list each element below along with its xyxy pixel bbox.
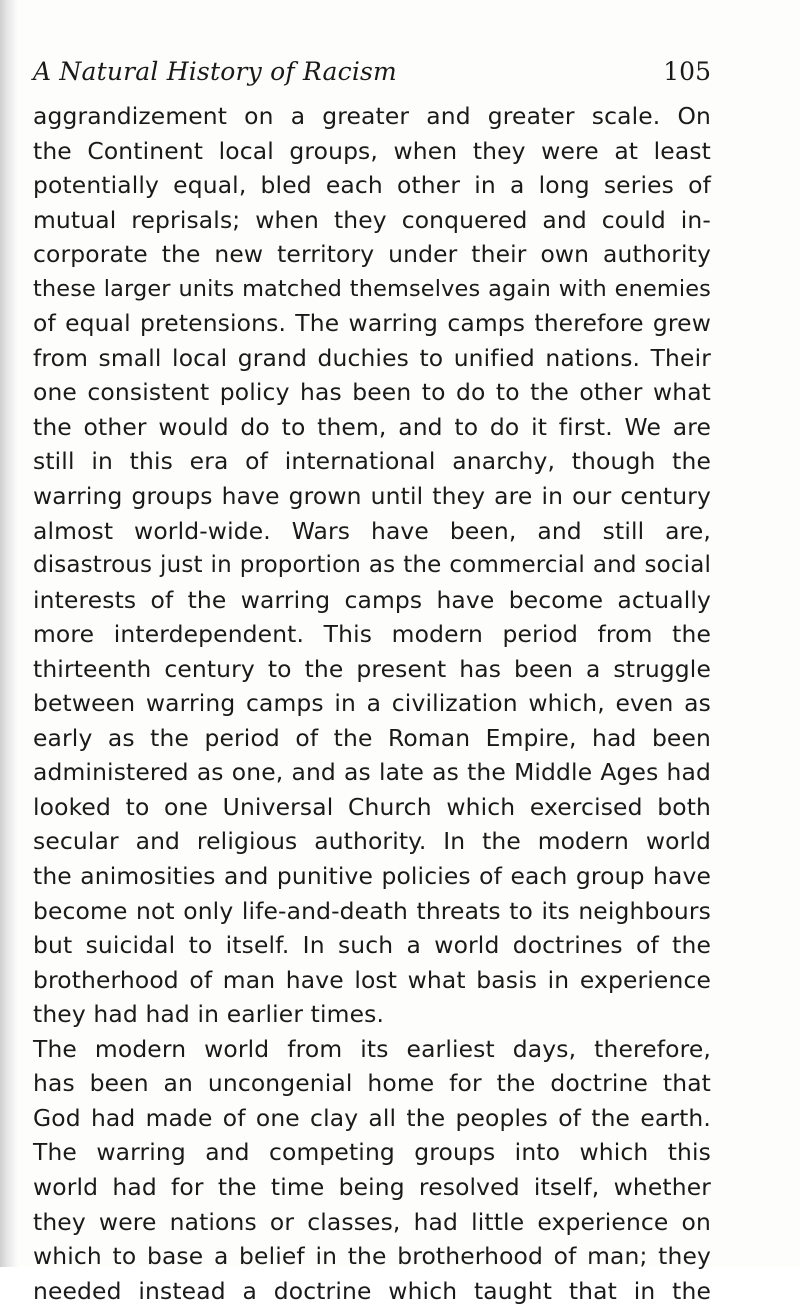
text-line: thirteenth century to the present has been a struggle — [33, 654, 711, 683]
text-line: the other would do to them, and to do it first. We are — [33, 412, 711, 441]
text-line: corporate the new territory under their own authority — [33, 240, 711, 269]
text-line: these larger units matched themselves again with enemies — [33, 275, 711, 302]
body-text — [33, 99, 711, 1308]
page-gutter-shadow — [0, 0, 18, 1267]
running-title: A Natural History of Racism — [33, 57, 397, 86]
text-line: which to base a belief in the brotherhood of man; they — [33, 1242, 711, 1271]
text-line: mutual reprisals; when they conquered and could in- — [33, 205, 711, 234]
running-head — [33, 54, 711, 94]
text-line: needed instead a doctrine which taught that in the — [33, 1276, 711, 1305]
text-line: disastrous just in proportion as the commercial and social — [33, 552, 711, 579]
text-line: one consistent policy has been to do to the other what — [33, 378, 711, 407]
text-line: become not only life-and-death threats to its neighbours — [33, 896, 711, 925]
text-line: brotherhood of man have lost what basis in experience — [33, 965, 711, 994]
text-line: potentially equal, bled each other in a long series of — [33, 171, 711, 200]
text-line: looked to one Universal Church which exercised both — [33, 792, 711, 821]
text-line: aggrandizement on a greater and greater scale. On — [33, 102, 711, 130]
text-line: secular and religious authority. In the modern world — [33, 827, 711, 856]
text-line: but suicidal to itself. In such a world doctrines of the — [33, 931, 711, 960]
text-line: from small local grand duchies to unified nations. Their — [33, 343, 711, 372]
text-line: still in this era of international anarchy, though the — [33, 447, 711, 476]
text-line: early as the period of the Roman Empire, had been — [33, 723, 711, 752]
page-number: 105 — [663, 57, 711, 86]
text-line: they were nations or classes, had little experience on — [33, 1207, 711, 1236]
text-line: has been an uncongenial home for the doctrine that — [33, 1069, 711, 1098]
text-line: The modern world from its earliest days, therefore, — [33, 1034, 711, 1063]
text-line: administered as one, and as late as the Middle Ages had — [33, 758, 711, 787]
text-line: the Continent local groups, when they were at least — [33, 136, 711, 165]
text-line: between warring camps in a civilization which, even as — [33, 689, 711, 718]
text-line: interests of the warring camps have become actually — [33, 585, 711, 614]
text-line: God had made of one clay all the peoples of the earth. — [33, 1103, 711, 1132]
text-line: more interdependent. This modern period from the — [33, 620, 711, 649]
paragraph-end-line: they had had in earlier times. — [33, 1000, 385, 1029]
text-line: almost world-wide. Wars have been, and still are, — [33, 516, 711, 545]
text-line: The warring and competing groups into which this — [33, 1138, 711, 1167]
text-line: the animosities and punitive policies of each group have — [33, 862, 711, 891]
text-line: of equal pretensions. The warring camps therefore grew — [33, 309, 711, 338]
text-line: warring groups have grown until they are in our century — [33, 482, 711, 511]
text-line: world had for the time being resolved itself, whether — [33, 1172, 711, 1201]
